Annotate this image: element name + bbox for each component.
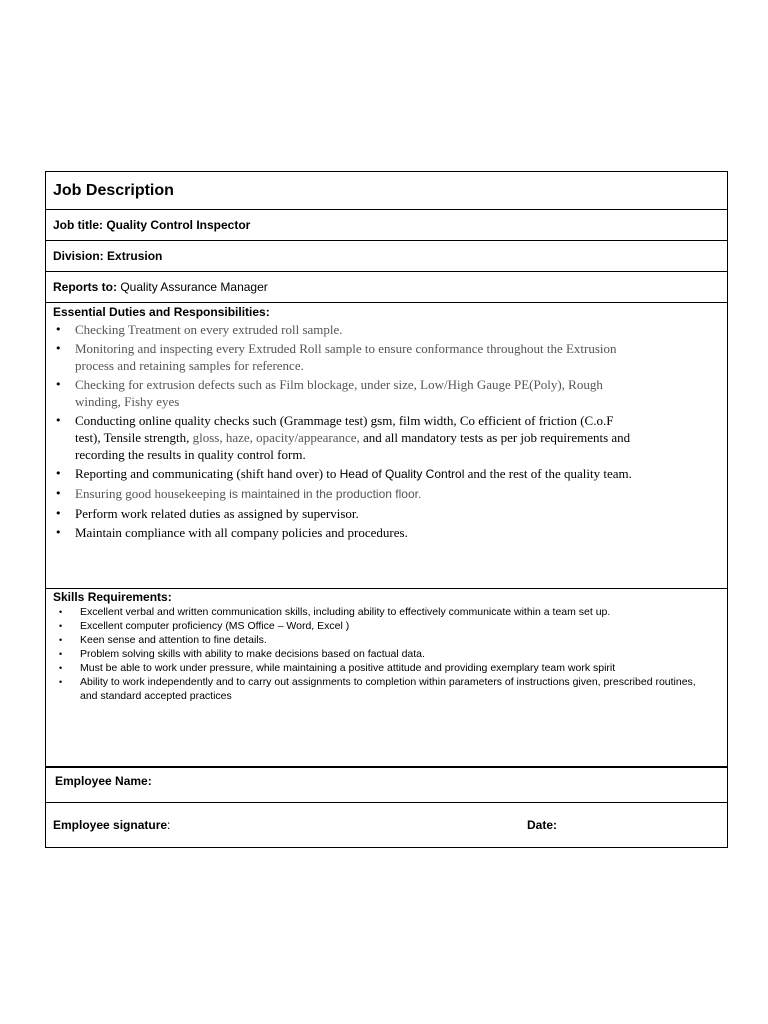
job-description-table xyxy=(45,171,728,848)
list-item xyxy=(53,605,700,619)
list-item xyxy=(53,465,635,483)
job-title-label: Job title: xyxy=(53,218,103,232)
list-item xyxy=(53,376,635,410)
duties-heading: Essential Duties and Responsibilities: xyxy=(53,305,270,319)
signature-colon: : xyxy=(167,818,171,832)
list-item xyxy=(53,340,635,374)
bullet-icon: • xyxy=(59,649,63,659)
bullet-icon: • xyxy=(55,342,62,355)
employee-signature-label: Employee signature xyxy=(53,818,168,832)
list-item xyxy=(53,647,700,661)
skills-list xyxy=(53,605,727,703)
bullet-icon: • xyxy=(59,677,63,687)
duty-text: Ensuring good housekeeping xyxy=(75,486,230,501)
duty-text: Maintain compliance with all company policies and procedures. xyxy=(75,525,408,540)
skill-text: Ability to work independently and to carry out assignments to completion within parameters of instructions given, prescribed routines, and standard accepted practices xyxy=(80,676,696,702)
list-item xyxy=(53,485,635,503)
duty-text: and all mandatory tests as per job requirements and recording the results in quality control form. xyxy=(75,430,631,462)
bullet-icon: • xyxy=(59,621,63,631)
list-item xyxy=(53,321,635,338)
bullet-icon: • xyxy=(55,378,62,391)
list-item xyxy=(53,505,635,522)
bullet-icon: • xyxy=(55,323,62,336)
list-item xyxy=(53,633,700,647)
duty-text: is maintained in the production floor. xyxy=(229,487,422,501)
list-item xyxy=(53,661,700,675)
duty-text: gloss, haze, opacity/appearance, xyxy=(192,430,360,445)
duty-text: Reporting and communicating (shift hand over) to xyxy=(75,466,340,481)
job-title-row xyxy=(46,210,727,241)
duty-text: Checking for extrusion defects such as Film blockage, under size, Low/High Gauge PE(Poly), Rough winding, Fishy eyes xyxy=(75,377,603,409)
list-item xyxy=(53,619,700,633)
duty-text: and the rest of the quality team. xyxy=(464,466,632,481)
skill-text: Excellent verbal and written communication skills, including ability to effectively communicate within a team set up. xyxy=(80,606,611,618)
bullet-icon: • xyxy=(59,663,63,673)
skill-text: Problem solving skills with ability to make decisions based on factual data. xyxy=(80,648,425,660)
duty-text: Checking Treatment on every extruded roll sample. xyxy=(75,322,343,337)
signature-row xyxy=(46,803,727,847)
duty-text: Perform work related duties as assigned by supervisor. xyxy=(75,506,359,521)
bullet-icon: • xyxy=(59,635,63,645)
skills-section xyxy=(46,589,727,768)
skill-text: Excellent computer proficiency (MS Office – Word, Excel ) xyxy=(80,620,350,632)
employee-name-label: Employee Name: xyxy=(55,774,152,788)
skill-text: Keen sense and attention to fine details. xyxy=(80,634,267,646)
duties-section xyxy=(46,303,727,589)
bullet-icon: • xyxy=(55,414,62,427)
duty-text: Monitoring and inspecting every Extruded Roll sample to ensure conformance throughout the Extrusion process and retaining samples for reference. xyxy=(75,341,617,373)
document-title: Job Description xyxy=(53,181,174,199)
duty-text: Head of Quality Control xyxy=(339,467,465,481)
list-item xyxy=(53,524,635,541)
employee-name-row xyxy=(46,768,727,803)
title-row xyxy=(46,172,727,210)
bullet-icon: • xyxy=(55,487,62,500)
job-title-value: Quality Control Inspector xyxy=(106,218,251,232)
skill-text: Must be able to work under pressure, while maintaining a positive attitude and providing exemplary team work spirit xyxy=(80,662,616,674)
bullet-icon: • xyxy=(55,507,62,520)
duties-list xyxy=(53,321,727,541)
division-value: Extrusion xyxy=(107,249,163,263)
reports-to-row xyxy=(46,272,727,303)
date-label: Date: xyxy=(527,818,558,832)
division-row xyxy=(46,241,727,272)
reports-to-value: Quality Assurance Manager xyxy=(120,280,268,294)
skills-heading: Skills Requirements: xyxy=(53,590,172,604)
list-item xyxy=(53,412,635,463)
reports-to-label: Reports to: xyxy=(53,280,117,294)
duty-text: Conducting online quality checks such (Grammage test) gsm, film width, Co efficient of friction (C.o.F test), Tensile strength, xyxy=(75,413,614,445)
division-label: Division: xyxy=(53,249,104,263)
bullet-icon: • xyxy=(55,526,62,539)
bullet-icon: • xyxy=(59,607,63,617)
list-item xyxy=(53,675,700,703)
bullet-icon: • xyxy=(55,467,62,480)
